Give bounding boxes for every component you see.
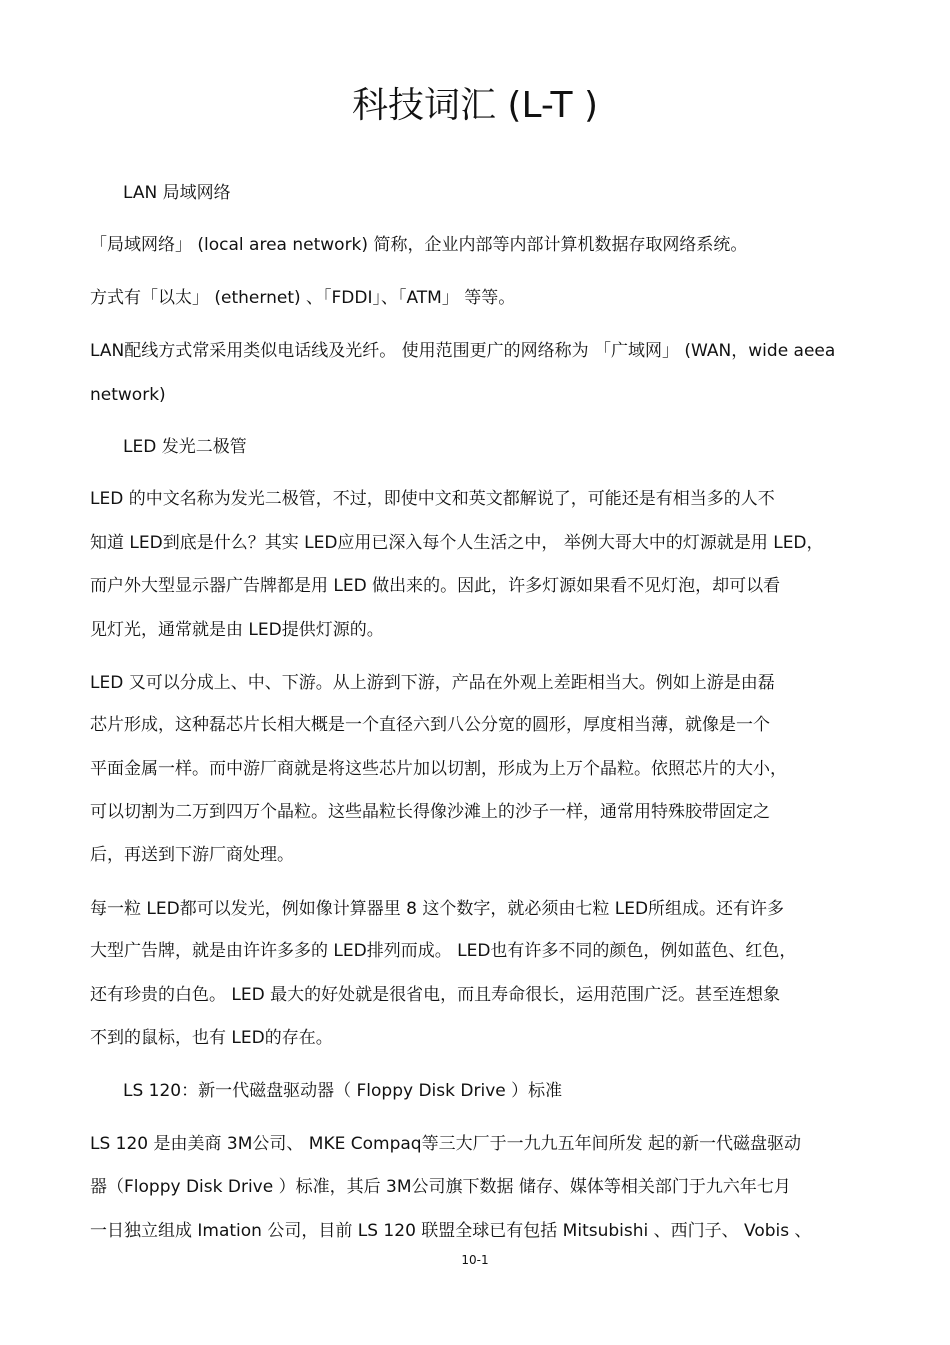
term-heading-ls120: LS 120：新一代磁盘驱动器（ Floppy Disk Drive ）标准 xyxy=(123,1081,563,1101)
page-number: 10-1 xyxy=(461,1253,489,1267)
body-line: network) xyxy=(90,385,166,405)
body-line: 不到的鼠标，也有 LED的存在。 xyxy=(90,1028,333,1048)
body-line: LED 的中文名称为发光二极管，不过，即使中文和英文都解说了，可能还是有相当多的人不 xyxy=(90,489,775,509)
body-line: 见灯光，通常就是由 LED提供灯源的。 xyxy=(90,620,384,640)
body-line: 知道 LED到底是什么？其实 LED应用已深入每个人生活之中， 举例大哥大中的灯源就是用 LED， xyxy=(90,533,824,553)
body-line: 平面金属一样。而中游厂商就是将这些芯片加以切割，形成为上万个晶粒。依照芯片的大小， xyxy=(90,759,787,779)
body-line: 还有珍贵的白色。 LED 最大的好处就是很省电，而且寿命很长，运用范围广泛。甚至连想象 xyxy=(90,985,781,1005)
body-line: 「局域网络」 (local area network) 简称，企业内部等内部计算机数据存取网络系统。 xyxy=(90,235,748,255)
body-line: 而户外大型显示器广告牌都是用 LED 做出来的。因此，许多灯源如果看不见灯泡，却可以看 xyxy=(90,576,781,596)
body-line: 后，再送到下游厂商处理。 xyxy=(90,845,294,865)
body-line: 方式有「以太」 (ethernet) 、「FDDI」、「ATM」 等等。 xyxy=(90,288,516,308)
body-line: 可以切割为二万到四万个晶粒。这些晶粒长得像沙滩上的沙子一样，通常用特殊胶带固定之 xyxy=(90,802,770,822)
term-heading-led: LED 发光二极管 xyxy=(123,437,247,457)
page-title: 科技词汇 (L-T ) xyxy=(351,85,599,126)
body-line: 器（Floppy Disk Drive ）标准，其后 3M公司旗下数据 储存、媒体等相关部门于九六年七月 xyxy=(90,1177,791,1197)
body-line: 大型广告牌，就是由许许多多的 LED排列而成。 LED也有许多不同的颜色，例如蓝色、红色， xyxy=(90,941,797,961)
body-line: 芯片形成，这种磊芯片长相大概是一个直径六到八公分宽的圆形，厚度相当薄，就像是一个 xyxy=(90,715,770,735)
body-line: LS 120 是由美商 3M公司、 MKE Compaq等三大厂于一九九五年间所发 起的新一代磁盘驱动 xyxy=(90,1134,802,1154)
term-heading-lan: LAN 局域网络 xyxy=(123,183,231,203)
body-line: LED 又可以分成上、中、下游。从上游到下游，产品在外观上差距相当大。例如上游是由磊 xyxy=(90,673,775,693)
body-line: LAN配线方式常采用类似电话线及光纤。 使用范围更广的网络称为 「广域网」 (WAN，wide aeea xyxy=(90,341,836,361)
body-line: 一日独立组成 Imation 公司，目前 LS 120 联盟全球已有包括 Mitsubishi 、西门子、 Vobis 、 xyxy=(90,1221,812,1241)
body-line: 每一粒 LED都可以发光，例如像计算器里 8 这个数字，就必须由七粒 LED所组成。还有许多 xyxy=(90,899,785,919)
